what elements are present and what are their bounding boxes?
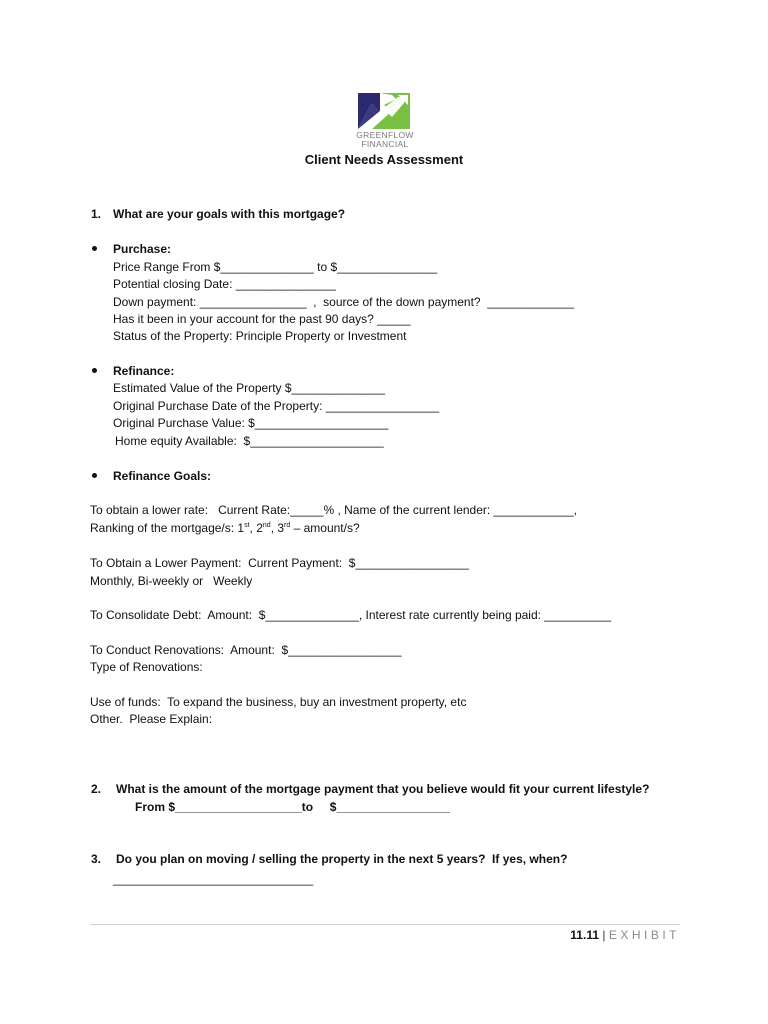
question-1-number: 1. [91, 207, 102, 221]
refinance-line: Original Purchase Date of the Property: _________________ [113, 399, 440, 413]
brand-line-1: GREENFLOW [356, 130, 414, 140]
purchase-line: Has it been in your account for the past 90 days? _____ [113, 312, 411, 326]
exhibit-label: EXHIBIT [608, 928, 680, 942]
brand-line-2: FINANCIAL [361, 139, 409, 149]
footer-separator: | [599, 928, 609, 942]
question-2-number: 2. [91, 782, 102, 796]
refinance-heading: Refinance: [113, 364, 175, 378]
bullet-icon [92, 473, 97, 478]
goal-use-of-funds: Use of funds: To expand the business, buy an investment property, etc [90, 695, 467, 709]
goal-consolidate-debt: To Consolidate Debt: Amount: $______________, Interest rate currently being paid: __________ [90, 608, 612, 622]
greenflow-logo-icon [358, 93, 410, 129]
refinance-line: Original Purchase Value: $____________________ [113, 416, 389, 430]
question-2-text: What is the amount of the mortgage payment that you believe would fit your current lifestyle? [116, 782, 650, 796]
purchase-line: Status of the Property: Principle Property or Investment [113, 329, 407, 343]
purchase-heading: Purchase: [113, 242, 172, 256]
brand-name [350, 131, 420, 149]
refinance-goals-heading: Refinance Goals: [113, 469, 212, 483]
question-3-blank: ______________________________ [113, 872, 314, 886]
purchase-line: Potential closing Date: _______________ [113, 277, 336, 291]
goal-ranking: Ranking of the mortgage/s: 1st, 2nd, 3rd – amount/s? [90, 521, 360, 535]
goal-other: Other. Please Explain: [90, 712, 213, 726]
goal-renovation-type: Type of Renovations: [90, 660, 203, 674]
purchase-line: Down payment: ________________ , source of the down payment? _____________ [113, 295, 575, 309]
goal-renovations: To Conduct Renovations: Amount: $_________________ [90, 643, 402, 657]
question-3-number: 3. [91, 852, 102, 866]
refinance-line: Home equity Available: $____________________ [115, 434, 384, 448]
goal-lower-rate: To obtain a lower rate: Current Rate:_____% , Name of the current lender: ____________, [90, 503, 577, 517]
bullet-icon [92, 246, 97, 251]
question-1-text: What are your goals with this mortgage? [113, 207, 346, 221]
purchase-line: Price Range From $______________ to $_______________ [113, 260, 438, 274]
refinance-line: Estimated Value of the Property $______________ [113, 381, 385, 395]
footer-divider [90, 924, 680, 925]
bullet-icon [92, 368, 97, 373]
page-title: Client Needs Assessment [304, 152, 464, 167]
question-2-range: From $___________________to $_________________ [135, 800, 450, 814]
footer [570, 928, 680, 942]
goal-frequency: Monthly, Bi-weekly or Weekly [90, 574, 253, 588]
question-3-text: Do you plan on moving / selling the property in the next 5 years? If yes, when? [116, 852, 568, 866]
page-number: 11.11 [570, 928, 600, 942]
goal-lower-payment: To Obtain a Lower Payment: Current Payment: $_________________ [90, 556, 469, 570]
